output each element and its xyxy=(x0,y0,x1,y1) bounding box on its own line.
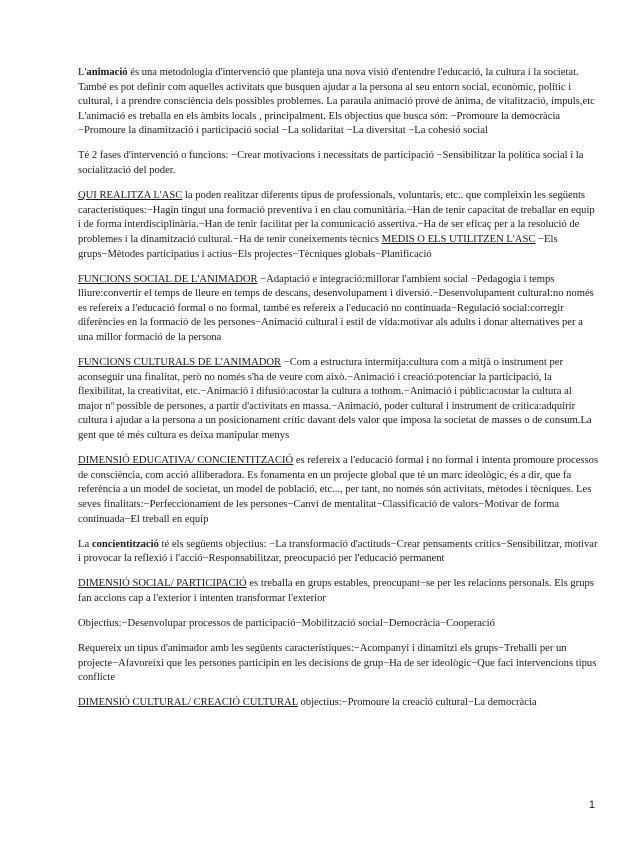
paragraph-text: −Adaptació e integració:millorar l'ambient social −Pedagogia i temps lliure:convertir el temps de lleure en temps de descans, desenvolupament i diversió.−Desenvolupament cultural:no només es refereix a l'educació formal o no formal, també es refereix a l'educació no continuada−Regulació social:corregir diferències en la formació de les persones−Animació cultural i estil de vida:motivar als adults i donar alternatives per a una millor formació de la persona xyxy=(78,273,594,343)
paragraph-text: es refereix a l'educació formal i no formal i intenta promoure processos de consciència, com acció alliberadora. Es fonamenta en un projecte global que té un marc ideològic, és a dir, que fa referència a un model de societat, un model de població, etc..., per tant, no només són activitats, mètodes i tècniques. Les seves finalitats:−Perfeccionament de les persones−Canvi de mentalitat−Classificació de valors−Motivar de forma continuada−El treball en equip xyxy=(78,455,599,525)
paragraph-prefix: L' xyxy=(78,67,87,78)
paragraph-text: es treballa en grups estables, preocupant−se per les relacions personals. Els grups fan accions cap a l'exterior i intenten transformar l'exterior xyxy=(78,578,594,604)
paragraph-text: objectius:−Promoure la creació cultural−La democràcia xyxy=(297,697,537,709)
paragraph-text: −Com a estructura intermitja:cultura com a mitjà o instrument per aconseguir una finalitat, però no només s'ha de veure com això.−Animació i creació:potenciar la participació, la flexibilitat, la creativitat, etc.−Animació i difusió:acostar la cultura a tothom.−Animació i públic:acostar la cultura al major nº possible de persones, a partir d'activitats en massa.−Animació, poder cultural i instrument de crítica:adquirir cultura i ajudar a la persona a un posicionament crític davant dels valor que imposa la societat de masses o de consum.La gent que té més cultura es deixa manipular menys xyxy=(78,357,592,442)
term-concientitzacio: concientització xyxy=(91,538,159,550)
paragraph-text: −Els grups−Mètodes participatius i actius−Els projectes−Tècniques globals−Planificació xyxy=(78,233,558,260)
paragraph-dimensio-social xyxy=(78,577,599,606)
paragraph-qui-realitza xyxy=(78,189,599,262)
paragraph-dimensio-educativa xyxy=(78,454,599,527)
term-animacio: animació xyxy=(86,67,128,78)
paragraph-dimensio-cultural xyxy=(78,696,599,711)
paragraph-text: té els següents objectius: −La transformació d'actituds−Crear pensaments crítics−Sensibilitzar, motivar i provocar la reflexió i l'acció−Responsabilitzar, preocupació per l'educació permanent xyxy=(78,538,598,565)
paragraph-objectius xyxy=(78,617,599,632)
paragraph-text: Requereix un tipus d'animador amb les següents característiques:−Acompanyi i dinamitzi els grups−Treballi per un projecte−Afavoreixi que les persones participin en les decisions de grup−Ha de ser ideològic−Que faci intervencions tipus conflicte xyxy=(78,643,597,684)
heading-dimensio-cultural: DIMENSIÓ CULTURAL/ CREACIÓ CULTURAL xyxy=(78,697,298,709)
paragraph-concientitzacio xyxy=(78,538,599,567)
heading-dimensio-educativa: DIMENSIÓ EDUCATIVA/ CONCIENTITZACIÓ xyxy=(78,455,294,467)
paragraph-text: és una metodologia d'intervenció que planteja una nova visió d'entendre l'educació, la cultura i la societat. També es pot definir com aquelles activitats que busquen ajudar a la persona al seu entorn social, econòmic, polític i cultural, i a prendre consciència dels possibles problemes. La paraula animació prové de ànima, de vitalització, impuls,etc L'animació es treballa en els àmbits locals , principalment. Els objectius que busca són: −Promoure la democràcia −Promoure la dinamització i participació social −La solidaritat −La diversitat −La cohesió social xyxy=(78,67,595,137)
heading-dimensio-social: DIMENSIÓ SOCIAL/ PARTICIPACIÓ xyxy=(78,578,247,590)
heading-funcions-social: FUNCIONS SOCIAL DE L'ANIMADOR xyxy=(78,273,258,285)
paragraph-text: Objectius:−Desenvolupar processos de participació−Mobilització social−Democràcia−Cooperació xyxy=(78,618,495,629)
paragraph-funcions-social xyxy=(78,273,599,346)
paragraph-text: Té 2 fases d'intervenció o funcions: −Crear motivacions i necessitats de participació −Sensibilitzar la política social i la socialització del poder. xyxy=(78,150,584,177)
page-number: 1 xyxy=(588,799,595,811)
paragraph-requereix xyxy=(78,642,599,686)
paragraph-text: la poden realitzar diferents tipus de professionals, voluntaris, etc.. que compleixin les següents característiques:−Hagin tingut una formació preventiva i en clau comunitària.−Han de tenir capacitat de treballar en equip i de forma interdisciplinària.−Han de tenir facilitat per la comunicació assertiva.−Ha de ser eficaç per a la resolució de problemes i la dinamització cultural.−Ha de tenir coneixements tècnics xyxy=(78,190,595,245)
paragraph-animacio xyxy=(78,66,599,139)
heading-funcions-culturals: FUNCIONS CULTURALS DE L'ANIMADOR xyxy=(78,357,282,369)
paragraph-prefix: La xyxy=(78,538,92,550)
document-page xyxy=(78,66,599,721)
paragraph-funcions-culturals xyxy=(78,356,599,444)
heading-qui-realitza: QUI REALITZA L'ASC xyxy=(78,190,183,202)
paragraph-fases xyxy=(78,149,599,178)
heading-medis: MEDIS O ELS UTILITZEN L'ASC xyxy=(381,233,536,245)
